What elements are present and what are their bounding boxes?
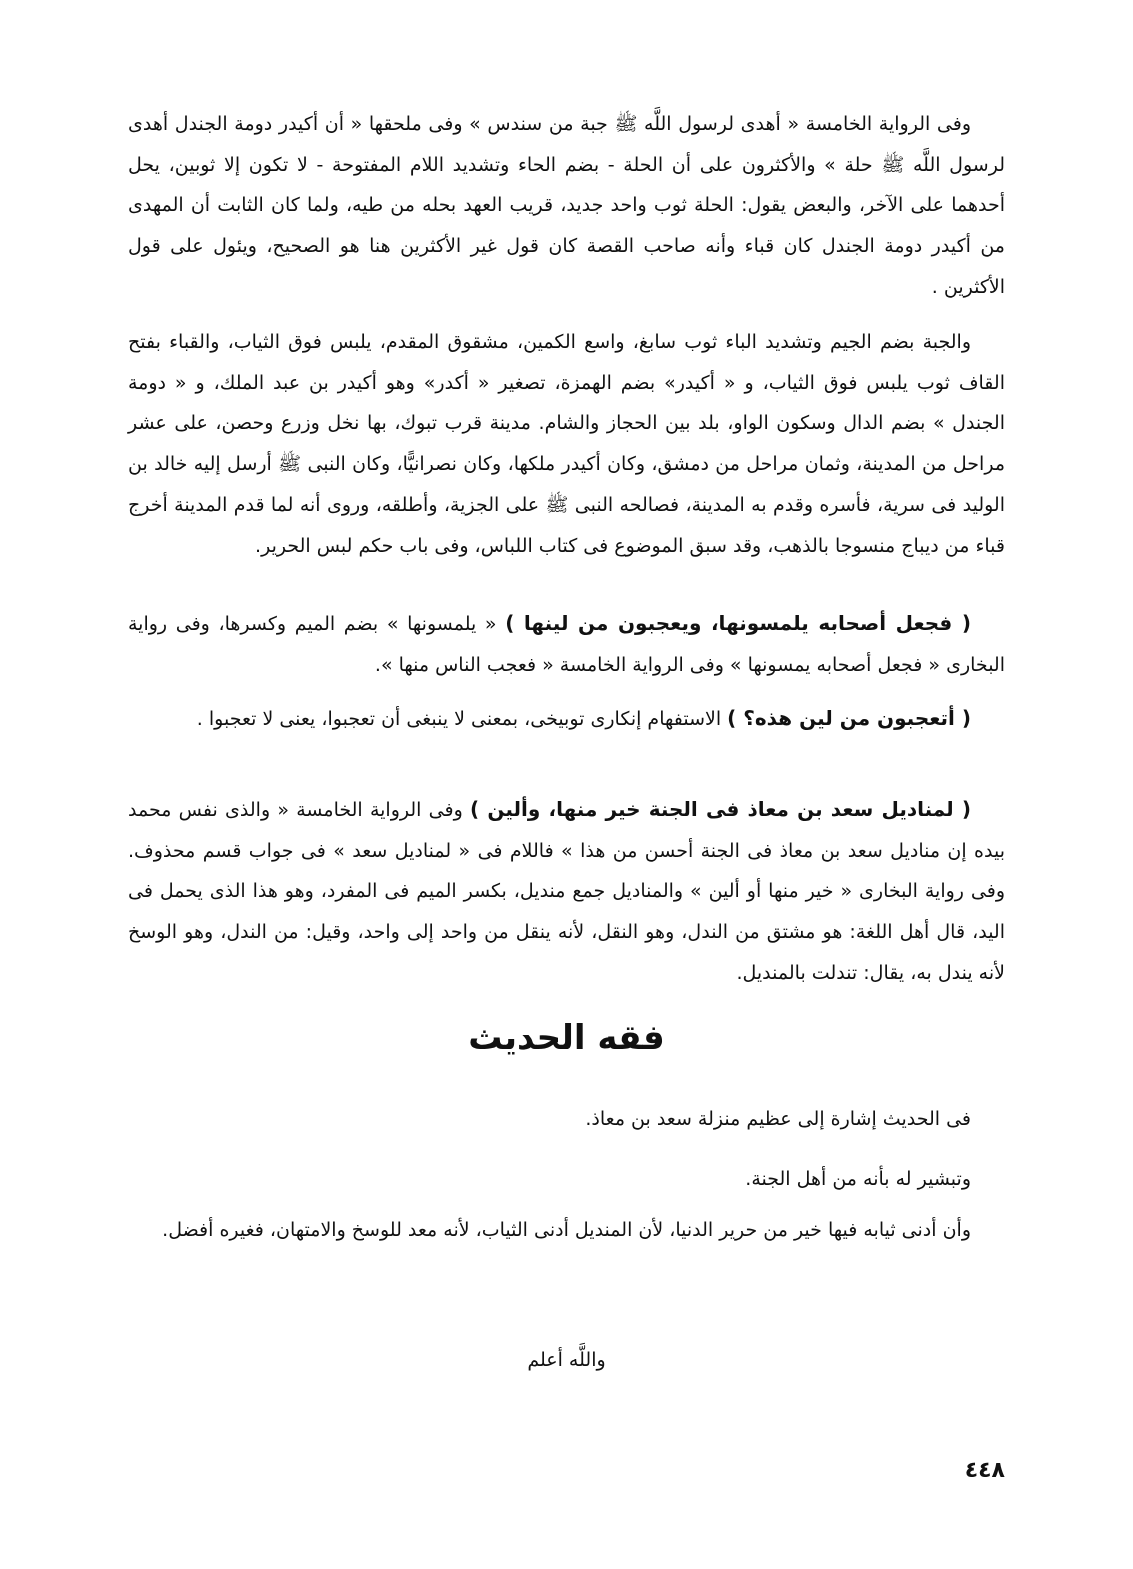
paragraph-text: وفى الرواية الخامسة « أهدى لرسول اللَّه ﷺ جبة من سندس » وفى ملحقها « أن أكيدر دومة الجندل أهدى لرسول اللَّه ﷺ حلة » والأكثرون على أن الحلة - بضم الحاء وتشديد اللام المفتوحة - لا تكون إلا ثوبين، يحل أحدهما على الآخر، والبعض يقول: الحلة ثوب واحد جديد، قريب العهد بحله من طيه، ولما كان الثابت أن المهدى من أكيدر دومة الجندل كان قباء وأنه صاحب القصة كان قول غير الأكثرين هنا هو الصحيح، ويئول على قول الأكثرين . bbox=[128, 113, 1005, 298]
closing-phrase: واللَّه أعلم bbox=[527, 1349, 606, 1371]
commentary-paragraph-jubba bbox=[128, 322, 1005, 566]
commentary-paragraph-tajabun bbox=[128, 698, 1005, 740]
paragraph-text: « يلمسونها » بضم الميم وكسرها، وفى رواية البخارى « فجعل أصحابه يمسونها » وفى الرواية الخامسة « فعجب الناس منها ». bbox=[128, 613, 1005, 676]
hadith-quote-heading: ( أتعجبون من لين هذه؟ ) bbox=[727, 706, 971, 730]
commentary-paragraph-hulla bbox=[128, 104, 1005, 308]
hadith-quote-heading: ( فجعل أصحابه يلمسونها، ويعجبون من لينها ) bbox=[505, 611, 971, 635]
hadith-quote-heading: ( لمناديل سعد بن معاذ فى الجنة خير منها، وألين ) bbox=[470, 797, 972, 821]
paragraph-text: وفى الرواية الخامسة « والذى نفس محمد بيده إن مناديل سعد بن معاذ فى الجنة أحسن من هذا » فاللام فى « لمناديل سعد » فى جواب قسم محذوف. وفى رواية البخارى « خير منها أو ألين » والمناديل جمع منديل، بكسر الميم فى المفرد، وهو هذا الذى يحمل فى اليد، قال أهل اللغة: هو مشتق من الندل، وهو النقل، لأنه ينقل من واحد إلى واحد، وقيل: من الندل، وهو الوسخ لأنه يندل به، يقال: تندلت بالمنديل. bbox=[128, 799, 1005, 984]
page-number: ٤٤٨ bbox=[964, 1458, 1005, 1483]
commentary-paragraph-manadil bbox=[128, 789, 1005, 994]
fiqh-item: فى الحديث إشارة إلى عظيم منزلة سعد بن معاذ. bbox=[585, 1108, 971, 1130]
fiqh-item: وتبشير له بأنه من أهل الجنة. bbox=[745, 1168, 971, 1190]
section-title: فقه الحديث bbox=[468, 1018, 665, 1058]
fiqh-item: وأن أدنى ثيابه فيها خير من حرير الدنيا، لأن المنديل أدنى الثياب، لأنه معد للوسخ والامتهان، فغيره أفضل. bbox=[162, 1219, 971, 1241]
paragraph-text: الاستفهام إنكارى توبيخى، بمعنى لا ينبغى أن تعجبوا، يعنى لا تعجبوا . bbox=[196, 708, 728, 730]
paragraph-text: والجبة بضم الجيم وتشديد الباء ثوب سابغ، واسع الكمين، مشقوق المقدم، يلبس فوق الثياب، والقباء بفتح القاف ثوب يلبس فوق الثياب، و « أكيدر» بضم الهمزة، تصغير « أكدر» وهو أكيدر بن عبد الملك، و « دومة الجندل » بضم الدال وسكون الواو، بلد بين الحجاز والشام. مدينة قرب تبوك، بها نخل وزرع وحصن، على عشر مراحل من المدينة، وثمان مراحل من دمشق، وكان أكيدر ملكها، وكان نصرانيًّا، وكان النبى ﷺ أرسل إليه خالد بن الوليد فى سرية، فأسره وقدم به المدينة، فصالحه النبى ﷺ على الجزية، وأطلقه، وروى أنه لما قدم المدينة أخرج قباء من ديباج منسوجا بالذهب، وقد سبق الموضوع فى كتاب اللباس، وفى باب حكم لبس الحرير. bbox=[128, 331, 1005, 557]
commentary-paragraph-lamsunaha bbox=[128, 603, 1005, 685]
